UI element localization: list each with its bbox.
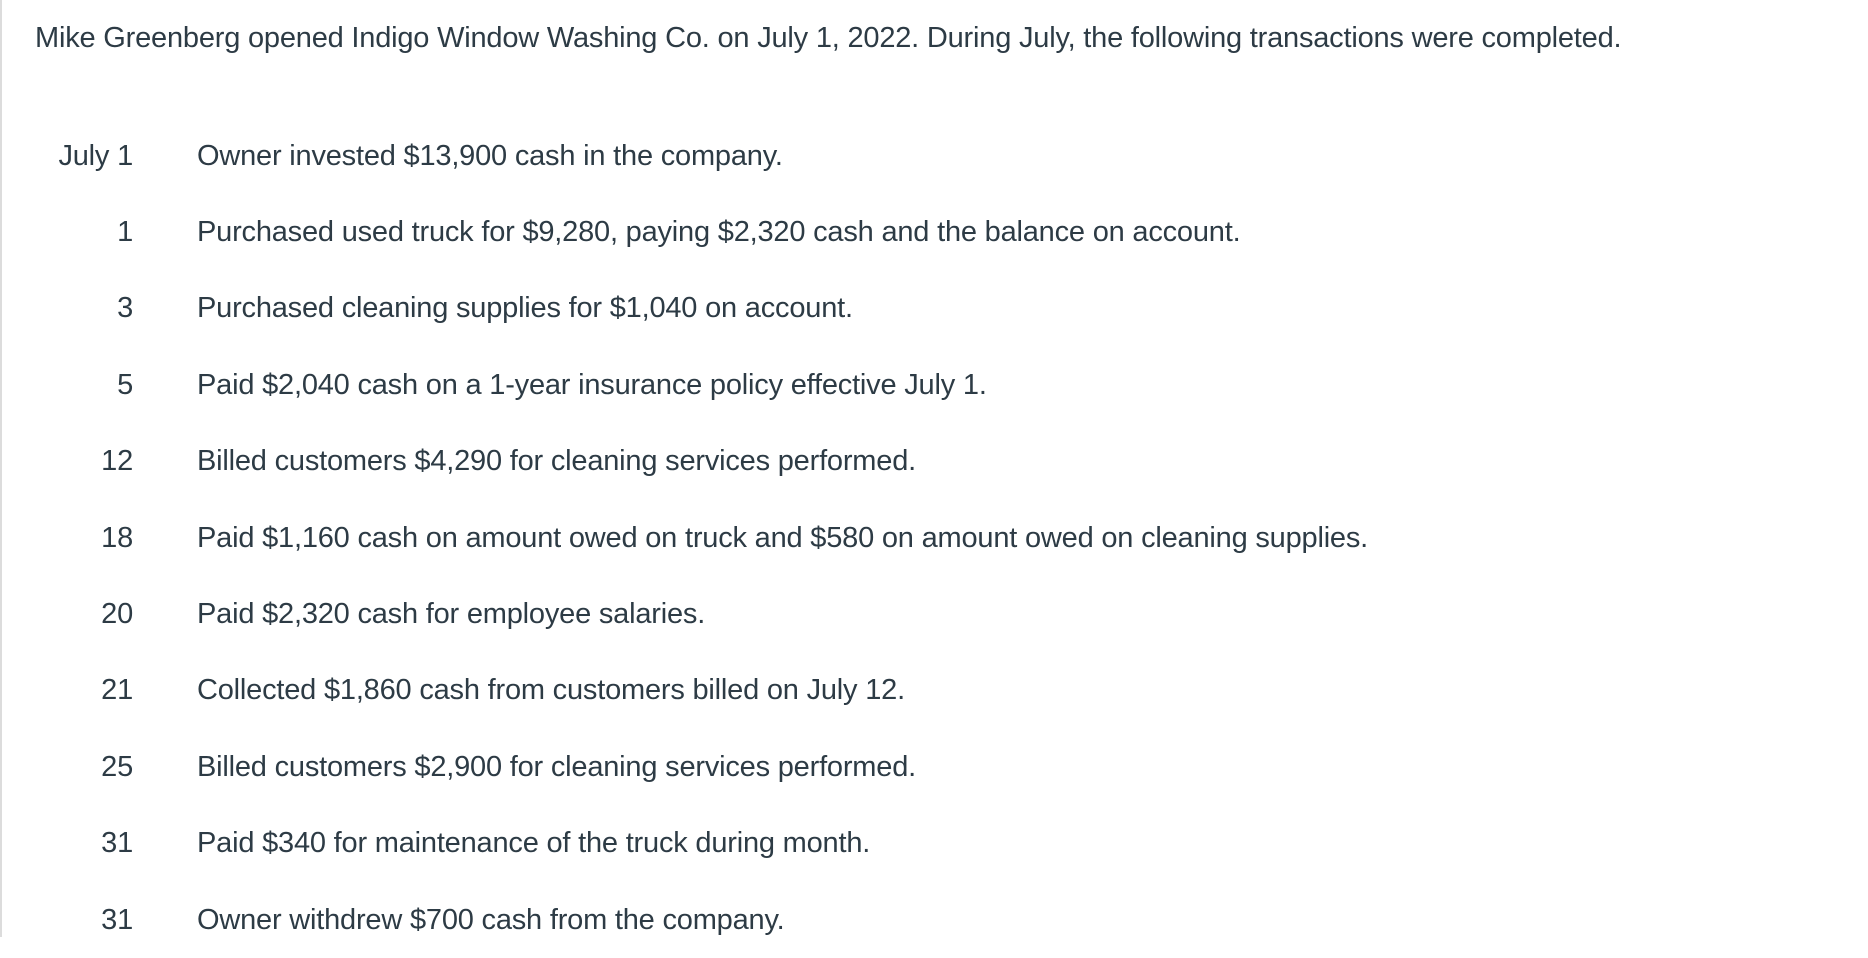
transaction-description: Paid $1,160 cash on amount owed on truck and $580 on amount owed on cleaning supplies. — [197, 521, 1369, 554]
transaction-description: Purchased used truck for $9,280, paying $2,320 cash and the balance on account. — [197, 216, 1241, 249]
table-row — [30, 729, 1368, 805]
transaction-description: Billed customers $4,290 for cleaning services performed. — [197, 445, 916, 478]
transaction-description: Owner withdrew $700 cash from the company. — [197, 903, 785, 936]
transaction-date: 25 — [101, 750, 133, 783]
table-row — [30, 271, 1368, 347]
transaction-date: 21 — [101, 674, 133, 707]
table-row — [30, 424, 1368, 500]
transaction-date: 31 — [101, 827, 133, 860]
transaction-description: Paid $2,320 cash for employee salaries. — [197, 598, 706, 631]
table-row — [30, 882, 1368, 958]
transactions-table — [30, 118, 1368, 958]
transaction-date: 5 — [117, 368, 133, 401]
transaction-date: 18 — [101, 521, 133, 554]
table-row — [30, 576, 1368, 652]
transaction-description: Owner invested $13,900 cash in the company. — [197, 139, 783, 172]
transaction-description: Paid $340 for maintenance of the truck during month. — [197, 827, 871, 860]
left-border — [0, 0, 2, 937]
table-row — [30, 500, 1368, 576]
transaction-date: July 1 — [58, 139, 133, 172]
transaction-description: Purchased cleaning supplies for $1,040 on account. — [197, 292, 853, 325]
table-row — [30, 347, 1368, 423]
table-row — [30, 653, 1368, 729]
problem-intro: Mike Greenberg opened Indigo Window Washing Co. on July 1, 2022. During July, the following transactions were completed. — [35, 22, 1622, 54]
table-row — [30, 194, 1368, 270]
table-row — [30, 806, 1368, 882]
transaction-description: Billed customers $2,900 for cleaning services performed. — [197, 750, 916, 783]
transaction-description: Collected $1,860 cash from customers billed on July 12. — [197, 674, 905, 707]
transaction-date: 3 — [117, 292, 133, 325]
transaction-date: 12 — [101, 445, 133, 478]
transaction-date: 1 — [117, 216, 133, 249]
transaction-description: Paid $2,040 cash on a 1-year insurance policy effective July 1. — [197, 368, 987, 401]
transaction-date: 31 — [101, 903, 133, 936]
table-row — [30, 118, 1368, 194]
transaction-date: 20 — [101, 598, 133, 631]
